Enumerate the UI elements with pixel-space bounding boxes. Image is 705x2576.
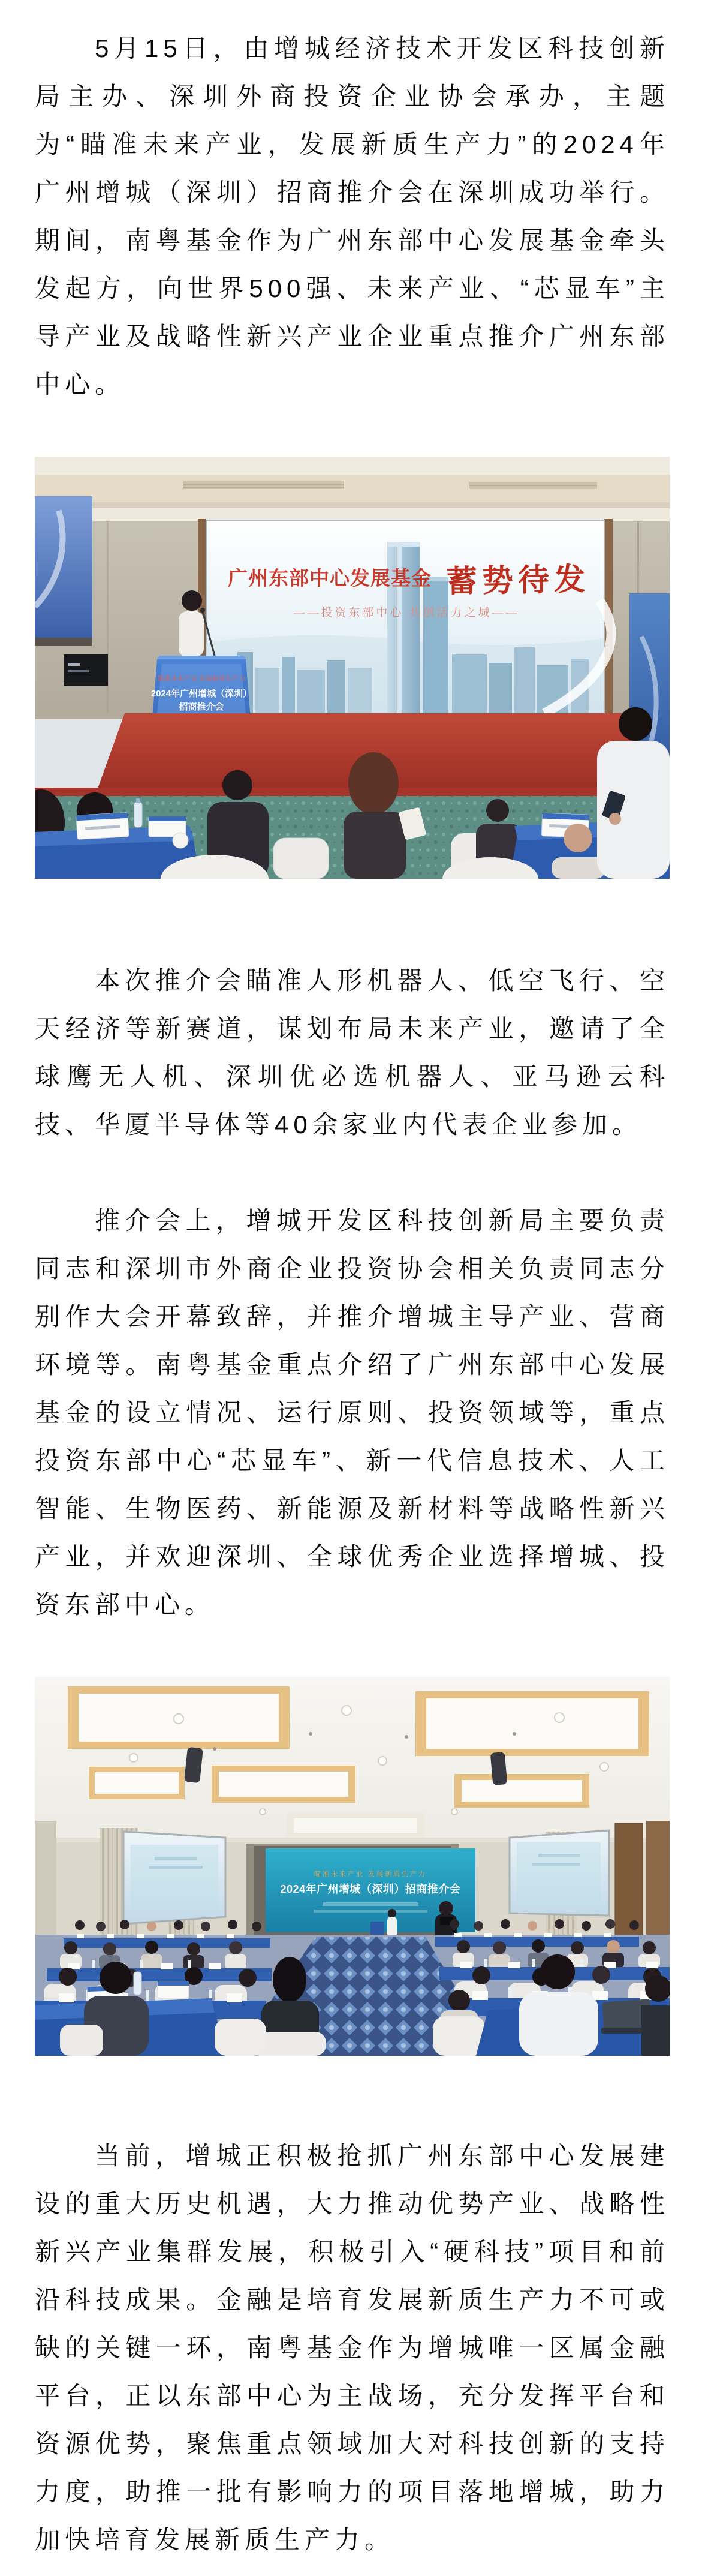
speaker-box [490, 1752, 508, 1785]
tent-card [158, 1981, 189, 1998]
speaker-body [179, 611, 204, 657]
chair-cover [273, 838, 329, 879]
led-screen [198, 519, 613, 719]
podium-top-line: 瞄准未来产业 发展新质生产力 [157, 675, 246, 683]
conference-stage-photo [35, 457, 670, 879]
screen-top-line: 瞄准未来产业 发展新质生产力 [314, 1871, 427, 1878]
mic-icon [200, 608, 205, 613]
screen-title-text: 广州东部中心发展基金 [228, 568, 432, 590]
ceiling [35, 457, 670, 527]
paragraph-3: 推介会上，增城开发区科技创新局主要负责同志和深圳市外商企业投资协会相关负责同志分别作大会开幕致辞，并推介增城主导产业、营商环境等。南粤基金重点介绍了广州东部中心发展基金的设立情况、运行原则、投资领域等，重点投资东部中心“芯显车”、新一代信息技术、人工智能、生物医药、新能源及新材料等战略性新兴产业，并欢迎深圳、全球优秀企业选择增城、投资东部中心。 [35, 1206, 670, 1619]
event-photo-1[interactable] [35, 457, 670, 879]
water-bottle [134, 802, 142, 827]
screen-title-brush: 蓄势待发 [445, 562, 590, 599]
water-bottle [134, 1972, 141, 1995]
conference-room-photo [35, 1677, 670, 2056]
chair-cover [60, 2025, 103, 2056]
tent-card [76, 813, 129, 839]
wood-door [646, 1821, 670, 1937]
event-photo-2[interactable] [35, 1677, 670, 2056]
right-projection-screen [510, 1830, 609, 1916]
screen-title: 2024年广州增城（深圳）招商推介会 [280, 1883, 461, 1895]
podium-title-line1: 2024年广州增城（深圳） [150, 689, 252, 699]
paragraph-1: 5月15日，由增城经济技术开发区科技创新局主办、深圳外商投资企业协会承办，主题为“瞄准未来产业，发展新质生产力”的2024年广州增城（深圳）招商推介会在深圳成功举行。期间，南粤基金作为广州东部中心发展基金牵头发起方，向世界500强、未来产业、“芯显车”主导产业及战略性新兴产业企业重点推介广州东部中心。 [35, 34, 670, 398]
wood-door [615, 1823, 643, 1937]
paragraph-4: 当前，增城正积极抢抓广州东部中心发展建设的重大历史机遇，大力推动优势产业、战略性新兴产业集群发展，积极引入“硬科技”项目和前沿科技成果。金融是培育发展新质生产力不可或缺的关键一环，南粤基金作为增城唯一区属金融平台，正以东部中心为主战场，充分发挥平台和资源优势，聚焦重点领域加大对科技创新的支持力度，助推一批有影响力的项目落地增城，助力加快培育发展新质生产力。 [35, 2142, 670, 2554]
podium-title-line2: 招商推介会 [179, 702, 224, 712]
screen-subtitle: ——投资东部中心 共创活力之城—— [293, 607, 520, 619]
chair-cover [215, 2019, 266, 2056]
paragraph-2: 本次推介会瞄准人形机器人、低空飞行、空天经济等新赛道，谋划布局未来产业，邀请了全球鹰无人机、深圳优必选机器人、亚马逊云科技、华厦半导体等40余家业内代表企业参加。 [35, 966, 670, 1139]
tea-cup [173, 833, 188, 848]
table-row [47, 1968, 272, 1981]
speaker-head [182, 590, 202, 611]
left-projection-screen [123, 1832, 225, 1924]
